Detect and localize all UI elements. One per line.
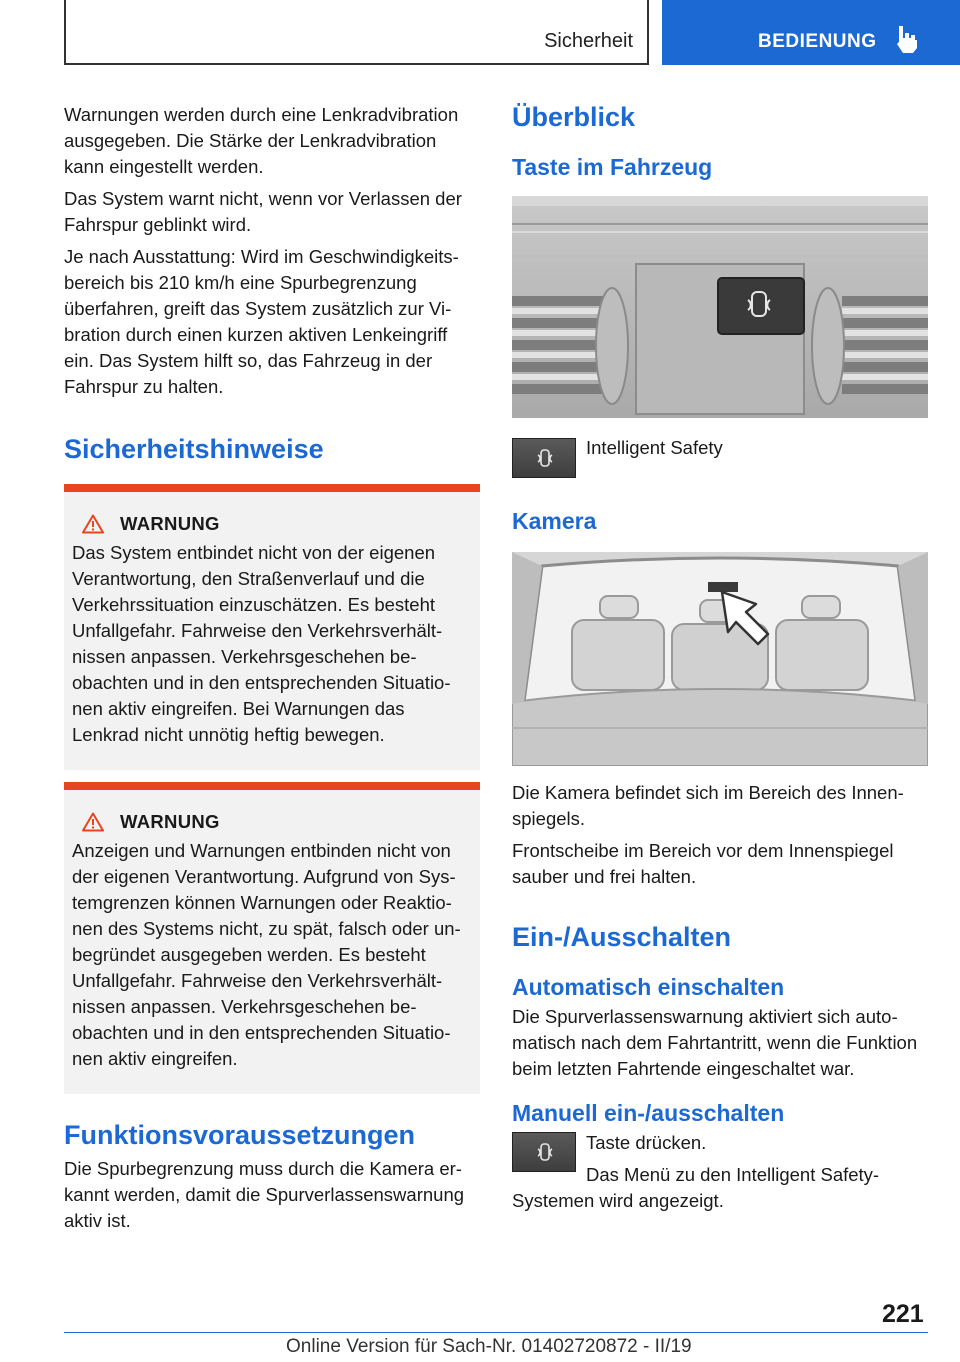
warning-text: Anzeigen und Warnungen entbinden nicht von der eigenen Verantwortung. Aufgrund von Systemgrenzen können Warnungen oder Reaktionen des Systems nicht, zu spät, falsch oder unbegründet ausgegeben werden. Es besteht Unfallgefahr. Fahrweise den Verkehrsverhältnissen anpassen. Verkehrsgeschehen beobachten und in den entsprechenden Situationen aktiv eingreifen. bbox=[72, 840, 461, 1069]
page-number: 221 bbox=[882, 1300, 924, 1328]
manual-heading: Manuell ein-/ausschalten bbox=[512, 1100, 785, 1126]
warning-label: WARNUNG bbox=[120, 811, 220, 832]
hand-pointer-icon bbox=[894, 24, 920, 54]
button-legend bbox=[512, 438, 928, 478]
right-column bbox=[512, 100, 928, 1220]
camera-text: Frontscheibe im Bereich vor dem Innenspiegel sauber und frei halten. bbox=[512, 840, 894, 887]
function-heading: Funktionsvoraussetzungen bbox=[64, 1120, 416, 1150]
intro-paragraph: Das System warnt nicht, wenn vor Verlassen der Fahrspur geblinkt wird. bbox=[64, 188, 462, 235]
camera-heading: Kamera bbox=[512, 508, 597, 534]
warning-triangle-icon bbox=[82, 812, 104, 832]
intro-paragraph: Je nach Ausstattung: Wird im Geschwindigkeitsbereich bis 210 km/h eine Spurbegrenzung überfahren, greift das System zusätzlich zur Vibration durch einen kurzen aktiven Lenkeingriff ein. Das System hilft so, das Fahrzeug in der Fahrspur zu halten. bbox=[64, 246, 459, 397]
warning-header bbox=[72, 808, 472, 836]
button-label: Intelligent Safety bbox=[586, 437, 723, 458]
auto-heading: Automatisch einschalten bbox=[512, 974, 785, 1000]
warning-text: Das System entbindet nicht von der eigenen Verantwortung, den Straßenverlauf und die Verkehrssituation einzuschätzen. Es besteht Unfallgefahr. Fahrweise den Verkehrsverhältnissen anpassen. Verkehrsgeschehen beobachten und in den entsprechenden Situationen aktiv eingreifen. Bei Warnungen das Lenkrad nicht unnötig heftig bewegen. bbox=[72, 542, 451, 745]
warning-box bbox=[64, 782, 480, 1094]
footer-divider bbox=[64, 1332, 928, 1333]
warning-label: WARNUNG bbox=[120, 513, 220, 534]
left-column bbox=[64, 102, 480, 1240]
camera-photo bbox=[512, 552, 928, 766]
intelligent-safety-icon bbox=[535, 1140, 555, 1164]
footer-online-version: Online Version für Sach-Nr. 01402720872 - II/19 bbox=[286, 1336, 692, 1357]
auto-text: Die Spurverlassenswarnung aktiviert sich automatisch nach dem Fahrtantritt, wenn die Funktion beim letzten Fahrtende eingeschaltet war. bbox=[512, 1006, 918, 1079]
safety-heading: Sicherheitshinweise bbox=[64, 434, 324, 464]
header-section-tab bbox=[64, 0, 649, 65]
intelligent-safety-button bbox=[512, 1132, 576, 1172]
warning-header bbox=[72, 510, 472, 538]
header-section-label: Sicherheit bbox=[544, 30, 633, 52]
intro-paragraph: Warnungen werden durch eine Lenkradvibration ausgegeben. Die Stärke der Lenkradvibration kann eingestellt werden. bbox=[64, 104, 459, 177]
dashboard-button-photo bbox=[512, 196, 928, 418]
overview-heading: Überblick bbox=[512, 102, 636, 132]
header-chapter-label: BEDIENUNG bbox=[758, 31, 877, 52]
function-text: Die Spurbegrenzung muss durch die Kamera erkannt werden, damit die Spurverlassenswarnung aktiv ist. bbox=[64, 1158, 465, 1231]
button-heading: Taste im Fahrzeug bbox=[512, 154, 713, 180]
warning-box bbox=[64, 484, 480, 770]
manual-step bbox=[512, 1130, 928, 1214]
warning-triangle-icon bbox=[82, 514, 104, 534]
manual-step-text: Taste drücken. bbox=[586, 1132, 707, 1153]
intelligent-safety-button bbox=[512, 438, 576, 478]
camera-text: Die Kamera befindet sich im Bereich des Innenspiegels. bbox=[512, 782, 904, 829]
header-chapter-tab bbox=[662, 0, 960, 65]
manual-step-text: Das Menü zu den Intelligent Safety-Systemen wird angezeigt. bbox=[512, 1164, 880, 1211]
onoff-heading: Ein-/Ausschalten bbox=[512, 922, 732, 952]
intelligent-safety-icon bbox=[535, 446, 555, 470]
